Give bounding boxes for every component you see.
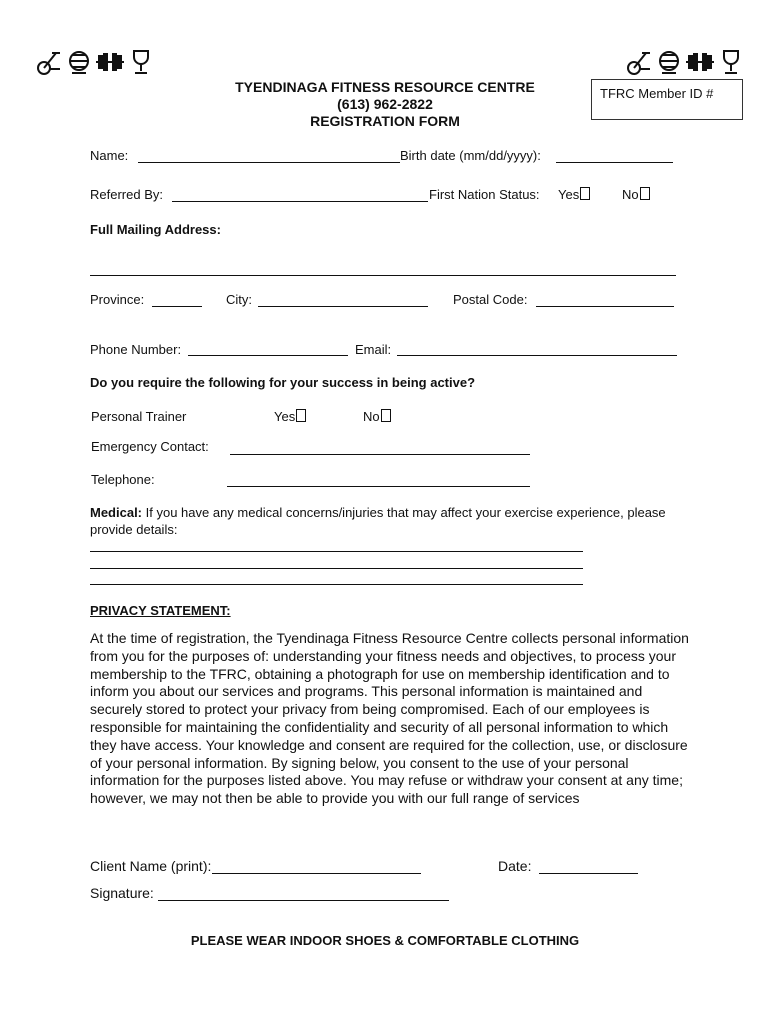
province-field[interactable] — [152, 306, 202, 307]
mailing-address-label: Full Mailing Address: — [90, 222, 221, 237]
dumbbell-icon — [686, 54, 714, 70]
first-nation-yes[interactable] — [558, 187, 590, 202]
no-checkbox[interactable] — [381, 409, 391, 422]
date-field[interactable] — [539, 873, 638, 874]
emergency-contact-label: Emergency Contact: — [91, 439, 209, 454]
first-nation-no[interactable] — [622, 187, 650, 202]
privacy-heading: PRIVACY STATEMENT: — [90, 603, 231, 618]
yes-label: Yes — [558, 187, 580, 202]
email-field[interactable] — [397, 355, 677, 356]
emergency-contact-field[interactable] — [230, 454, 530, 455]
referred-by-field[interactable] — [172, 201, 428, 202]
first-nation-label: First Nation Status: — [429, 187, 540, 202]
form-title: REGISTRATION FORM — [310, 113, 460, 129]
telephone-field[interactable] — [227, 486, 530, 487]
medical-line-1[interactable] — [90, 551, 583, 552]
date-label: Date: — [498, 858, 532, 874]
trainer-yes[interactable] — [274, 409, 306, 424]
member-id-label: TFRC Member ID # — [600, 86, 714, 101]
medical-line-3[interactable] — [90, 584, 583, 585]
no-label: No — [622, 187, 639, 202]
treadmill-icon — [660, 52, 678, 73]
trophy-icon — [134, 51, 148, 73]
mailing-address-field[interactable] — [90, 275, 676, 276]
phone-field[interactable] — [188, 355, 348, 356]
client-name-label: Client Name (print): — [90, 858, 212, 874]
client-name-field[interactable] — [212, 873, 421, 874]
name-label: Name: — [90, 148, 129, 163]
personal-trainer-label: Personal Trainer — [91, 409, 187, 424]
telephone-label: Telephone: — [91, 472, 155, 487]
phone-label: Phone Number: — [90, 342, 182, 357]
birth-date-label: Birth date (mm/dd/yyyy): — [400, 148, 541, 163]
support-question: Do you require the following for your success in being active? — [90, 375, 476, 390]
trophy-icon — [724, 51, 738, 73]
privacy-text: At the time of registration, the Tyendinaga Fitness Resource Centre collects personal information from you for the purposes of: understanding your fitness needs and objectives, to process your membership to the TFRC, obtaining a photograph for use on membership identification and to inform you about our services and programs. This personal information is maintained and securely stored to protect your privacy from being compromised. Each of our employees is responsible for maintaining the confidentiality and security of all personal information to which they have access. Your knowledge and consent are required for the collection, use, or disclosure of your personal information. By signing below, you consent to the use of your personal information for the purposes listed above. You may refuse or withdraw your consent at any time; however, we may not then be able to provide you with our full range of services — [90, 630, 689, 807]
medical-prompt — [90, 504, 690, 538]
header-icons-left — [36, 47, 154, 77]
province-label: Province: — [90, 292, 145, 307]
treadmill-icon — [70, 52, 88, 73]
birth-date-field[interactable] — [556, 162, 673, 163]
postal-code-field[interactable] — [536, 306, 674, 307]
stationary-bike-icon — [628, 53, 650, 74]
city-field[interactable] — [258, 306, 428, 307]
yes-checkbox[interactable] — [296, 409, 306, 422]
medical-heading: Medical: — [90, 505, 143, 520]
yes-checkbox[interactable] — [580, 187, 590, 200]
footer-notice: PLEASE WEAR INDOOR SHOES & COMFORTABLE CLOTHING — [190, 933, 580, 948]
no-label: No — [363, 409, 380, 424]
stationary-bike-icon — [38, 53, 60, 74]
name-field[interactable] — [138, 162, 400, 163]
city-label: City: — [226, 292, 252, 307]
dumbbell-icon — [96, 54, 124, 70]
org-phone: (613) 962-2822 — [337, 96, 433, 112]
header-icons-right — [626, 47, 744, 77]
member-id-box[interactable] — [591, 79, 743, 120]
no-checkbox[interactable] — [640, 187, 650, 200]
signature-label: Signature: — [90, 885, 154, 901]
referred-by-label: Referred By: — [90, 187, 163, 202]
form-header — [150, 79, 620, 130]
signature-field[interactable] — [158, 900, 449, 901]
org-name: TYENDINAGA FITNESS RESOURCE CENTRE — [235, 79, 535, 95]
email-label: Email: — [355, 342, 392, 357]
medical-line-2[interactable] — [90, 568, 583, 569]
postal-code-label: Postal Code: — [453, 292, 528, 307]
medical-text: If you have any medical concerns/injuries that may affect your exercise experience, please provide details: — [90, 505, 666, 537]
yes-label: Yes — [274, 409, 296, 424]
trainer-no[interactable] — [363, 409, 391, 424]
